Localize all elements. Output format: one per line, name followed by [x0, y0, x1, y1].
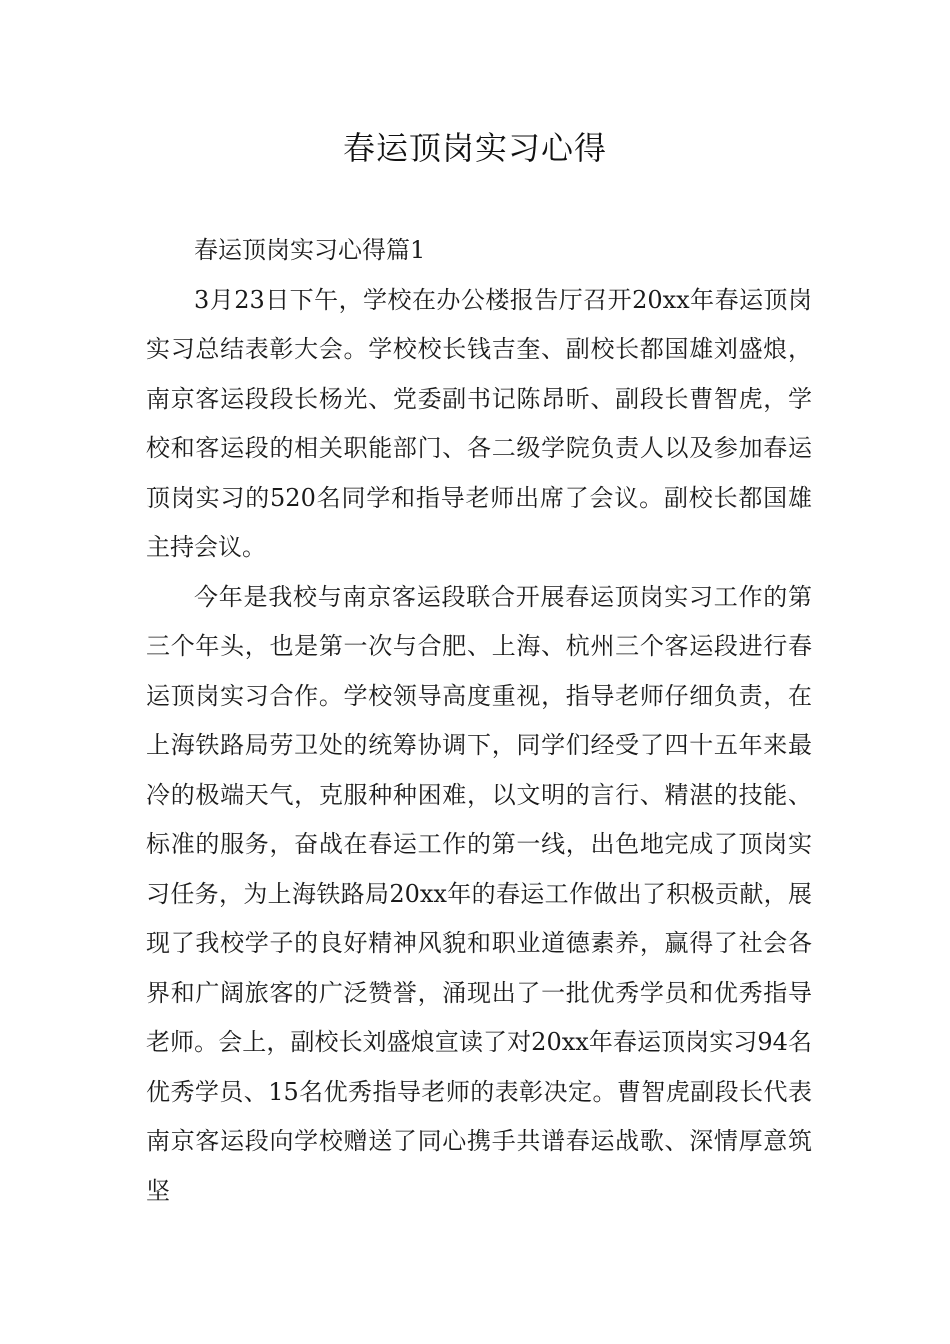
document-title: 春运顶岗实习心得 — [342, 129, 607, 167]
paragraph-1: 3月23日下午，学校在办公楼报告厅召开20xx年春运顶岗实习总结表彰大会。学校校长钱吉奎、副校长都国雄刘盛烺，南京客运段段长杨光、党委副书记陈昂昕、副段长曹智虎，学校和客运段的相关职能部门、各二级学院负责人以及参加春运顶岗实习的520名同学和指导老师出席了会议。副校长都国雄主持会议。 — [146, 285, 812, 561]
paragraph-2: 今年是我校与南京客运段联合开展春运顶岗实习工作的第三个年头，也是第一次与合肥、上海、杭州三个客运段进行春运顶岗实习合作。学校领导高度重视，指导老师仔细负责，在上海铁路局劳卫处的统筹协调下，同学们经受了四十五年来最冷的极端天气，克服种种困难，以文明的言行、精湛的技能、标准的服务，奋战在春运工作的第一线，出色地完成了顶岗实习任务，为上海铁路局20xx年的春运工作做出了积极贡献，展现了我校学子的良好精神风貌和职业道德素养，赢得了社会各界和广阔旅客的广泛赞誉，涌现出了一批优秀学员和优秀指导老师。会上，副校长刘盛烺宣读了对20xx年春运顶岗实习94名优秀学员、15名优秀指导老师的表彰决定。曹智虎副段长代表南京客运段向学校赠送了同心携手共谱春运战歌、深情厚意筑坚 — [146, 582, 812, 1205]
section-heading: 春运顶岗实习心得篇1 — [194, 236, 426, 264]
document-body — [146, 226, 812, 1216]
